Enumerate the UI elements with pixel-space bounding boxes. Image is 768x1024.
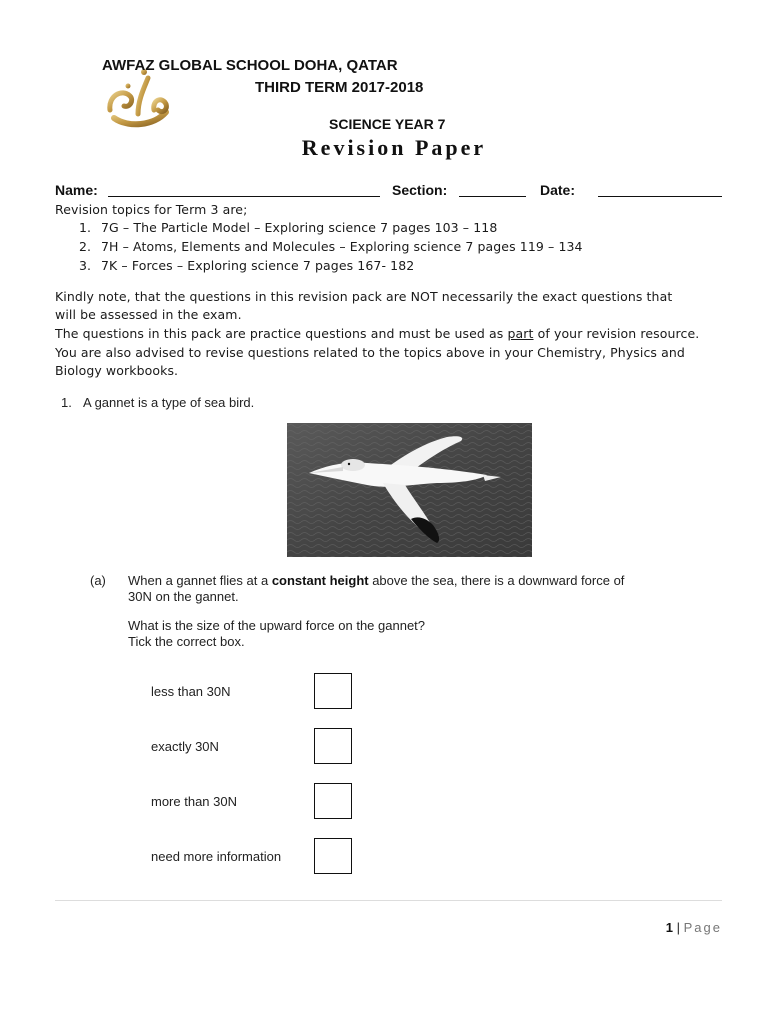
list-item-text: 7G – The Particle Model – Exploring science 7 pages 103 – 118 — [101, 220, 498, 235]
part-a-question — [128, 618, 425, 649]
gannet-bird-photo — [287, 423, 532, 557]
list-item-text: 7H – Atoms, Elements and Molecules – Exploring science 7 pages 119 – 134 — [101, 239, 583, 254]
topics-intro: Revision topics for Term 3 are; — [55, 202, 248, 217]
note-line-5: Biology workbooks. — [55, 363, 179, 378]
list-item-number: 3. — [79, 258, 92, 273]
subject-heading: SCIENCE YEAR 7 — [329, 116, 446, 132]
list-item — [79, 258, 414, 273]
question-1 — [61, 395, 254, 410]
note-line-4: You are also advised to revise questions related to the topics above in your Chemistry, Physics and — [55, 345, 685, 360]
date-field[interactable] — [598, 196, 722, 197]
note-text: The questions in this pack are practice questions and must be used as — [55, 326, 508, 341]
part-a-text-line2: 30N on the gannet. — [128, 588, 239, 604]
tick-box[interactable] — [314, 838, 352, 874]
note-line-2: will be assessed in the exam. — [55, 307, 242, 322]
option-label: need more information — [151, 849, 282, 864]
part-a-label: (a) — [90, 573, 106, 588]
tick-box[interactable] — [314, 728, 352, 764]
note-line-1: Kindly note, that the questions in this revision pack are NOT necessarily the exact questions that — [55, 289, 673, 304]
question-text: A gannet is a type of sea bird. — [83, 395, 255, 410]
list-item-number: 1. — [79, 220, 92, 235]
note-underlined-word: part — [507, 326, 534, 341]
tick-box[interactable] — [314, 783, 352, 819]
tick-box[interactable] — [314, 673, 352, 709]
page-number-separator: | — [676, 920, 680, 935]
part-a-question-text: What is the size of the upward force on the gannet? — [128, 618, 426, 633]
part-a-text — [128, 573, 688, 604]
option-label: exactly 30N — [151, 739, 219, 754]
note-text: of your revision resource. — [533, 326, 700, 341]
term-heading: THIRD TERM 2017-2018 — [255, 79, 424, 96]
name-field[interactable] — [108, 196, 380, 197]
page-number-value: 1 — [665, 920, 673, 935]
note-line-3 — [55, 325, 735, 344]
list-item — [79, 239, 583, 254]
school-name: AWFAZ GLOBAL SCHOOL DOHA, QATAR — [102, 57, 398, 74]
part-a-bold-text: constant height — [271, 573, 369, 588]
name-label: Name: — [55, 182, 98, 198]
section-label: Section: — [392, 182, 448, 198]
part-a-text-start: When a gannet flies at a — [128, 573, 272, 588]
school-crest-logo — [104, 66, 174, 132]
section-field[interactable] — [459, 196, 526, 197]
list-item-text: 7K – Forces – Exploring science 7 pages 167- 182 — [101, 258, 415, 273]
page-number — [666, 920, 722, 935]
part-a-text-end: above the sea, there is a downward force of — [368, 573, 625, 588]
page-number-label: Page — [683, 920, 722, 935]
list-item — [79, 220, 497, 235]
date-label: Date: — [540, 182, 576, 198]
page-title: Revision Paper — [301, 135, 487, 160]
list-item-number: 2. — [79, 239, 92, 254]
option-label: more than 30N — [151, 794, 237, 809]
part-a-instruction: Tick the correct box. — [128, 633, 245, 649]
footer-divider — [55, 900, 722, 901]
option-label: less than 30N — [151, 684, 231, 699]
question-number: 1. — [61, 395, 72, 410]
